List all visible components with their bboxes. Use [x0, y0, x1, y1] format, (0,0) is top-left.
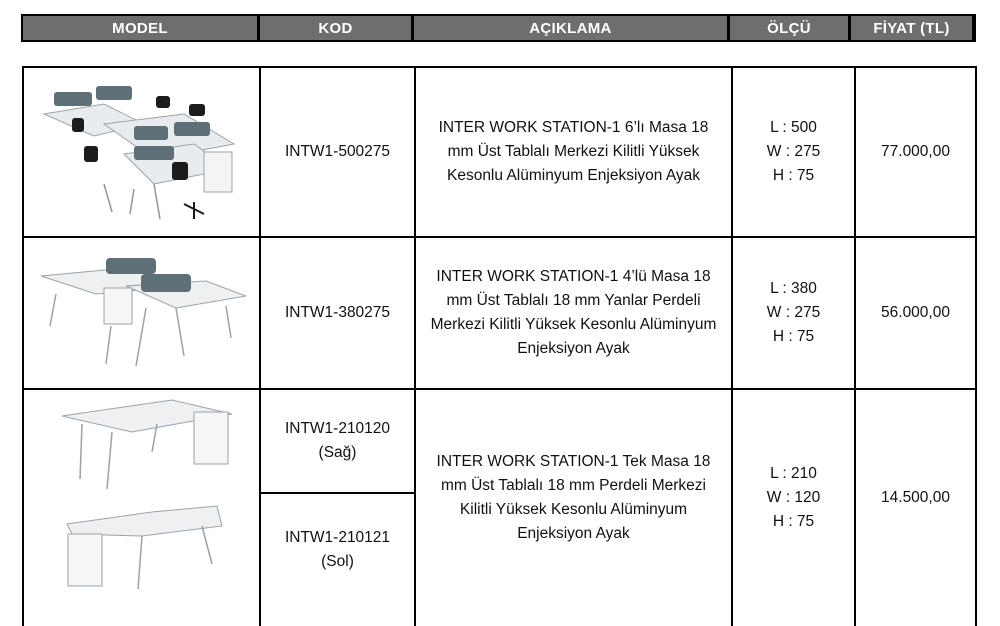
dimension-height: H : 75	[772, 328, 815, 345]
desk-6-person-workstation-icon	[34, 74, 244, 230]
desk-4-person-workstation-icon	[36, 246, 246, 376]
header-kod: KOD	[260, 16, 411, 40]
kod-cell-sag	[261, 390, 414, 492]
dimension-height: H : 75	[772, 167, 815, 184]
dimensions-cell	[733, 68, 854, 236]
kod-cell: INTW1-500275	[284, 143, 391, 160]
desk-single-workstation-icon	[52, 394, 242, 594]
price-cell: 56.000,00	[881, 304, 950, 321]
header-model: MODEL	[23, 16, 257, 40]
header-olcu: ÖLÇÜ	[730, 16, 848, 40]
dimension-height: H : 75	[772, 513, 815, 530]
dimension-length: L : 380	[770, 280, 817, 297]
kod-sag: INTW1-210120	[284, 420, 391, 437]
kod-sol-note: (Sol)	[321, 553, 354, 570]
product-table	[22, 66, 977, 626]
dimension-length: L : 210	[770, 465, 817, 482]
price-cell: 77.000,00	[881, 143, 950, 160]
header-fiyat: FİYAT (TL)	[851, 16, 972, 40]
dimension-width: W : 120	[766, 489, 821, 506]
kod-sol: INTW1-210121	[284, 529, 391, 546]
dimensions-cell	[733, 238, 854, 388]
dimension-length: L : 500	[770, 119, 817, 136]
kod-sag-note: (Sağ)	[318, 444, 357, 461]
table-header	[21, 14, 976, 42]
dimension-width: W : 275	[766, 304, 821, 321]
dimension-width: W : 275	[766, 143, 821, 160]
price-cell: 14.500,00	[881, 489, 950, 506]
dimensions-cell	[733, 390, 854, 606]
description-cell: INTER WORK STATION-1 6’lı Masa 18 mm Üst Tablalı Merkezi Kilitli Yüksek Kesonlu Alüminyum Enjeksiyon Ayak	[438, 119, 709, 184]
kod-cell-sol	[261, 494, 414, 606]
description-cell: INTER WORK STATION-1 Tek Masa 18 mm Üst Tablalı 18 mm Perdeli Merkezi Kilitli Yüksek Kesonlu Alüminyum Enjeksiyon Ayak	[436, 453, 711, 542]
header-aciklama: AÇIKLAMA	[414, 16, 727, 40]
kod-cell: INTW1-380275	[284, 304, 391, 321]
description-cell: INTER WORK STATION-1 4’lü Masa 18 mm Üst Tablalı 18 mm Yanlar Perdeli Merkezi Kilitli Yüksek Kesonlu Alüminyum Enjeksiyon Ayak	[430, 268, 717, 357]
